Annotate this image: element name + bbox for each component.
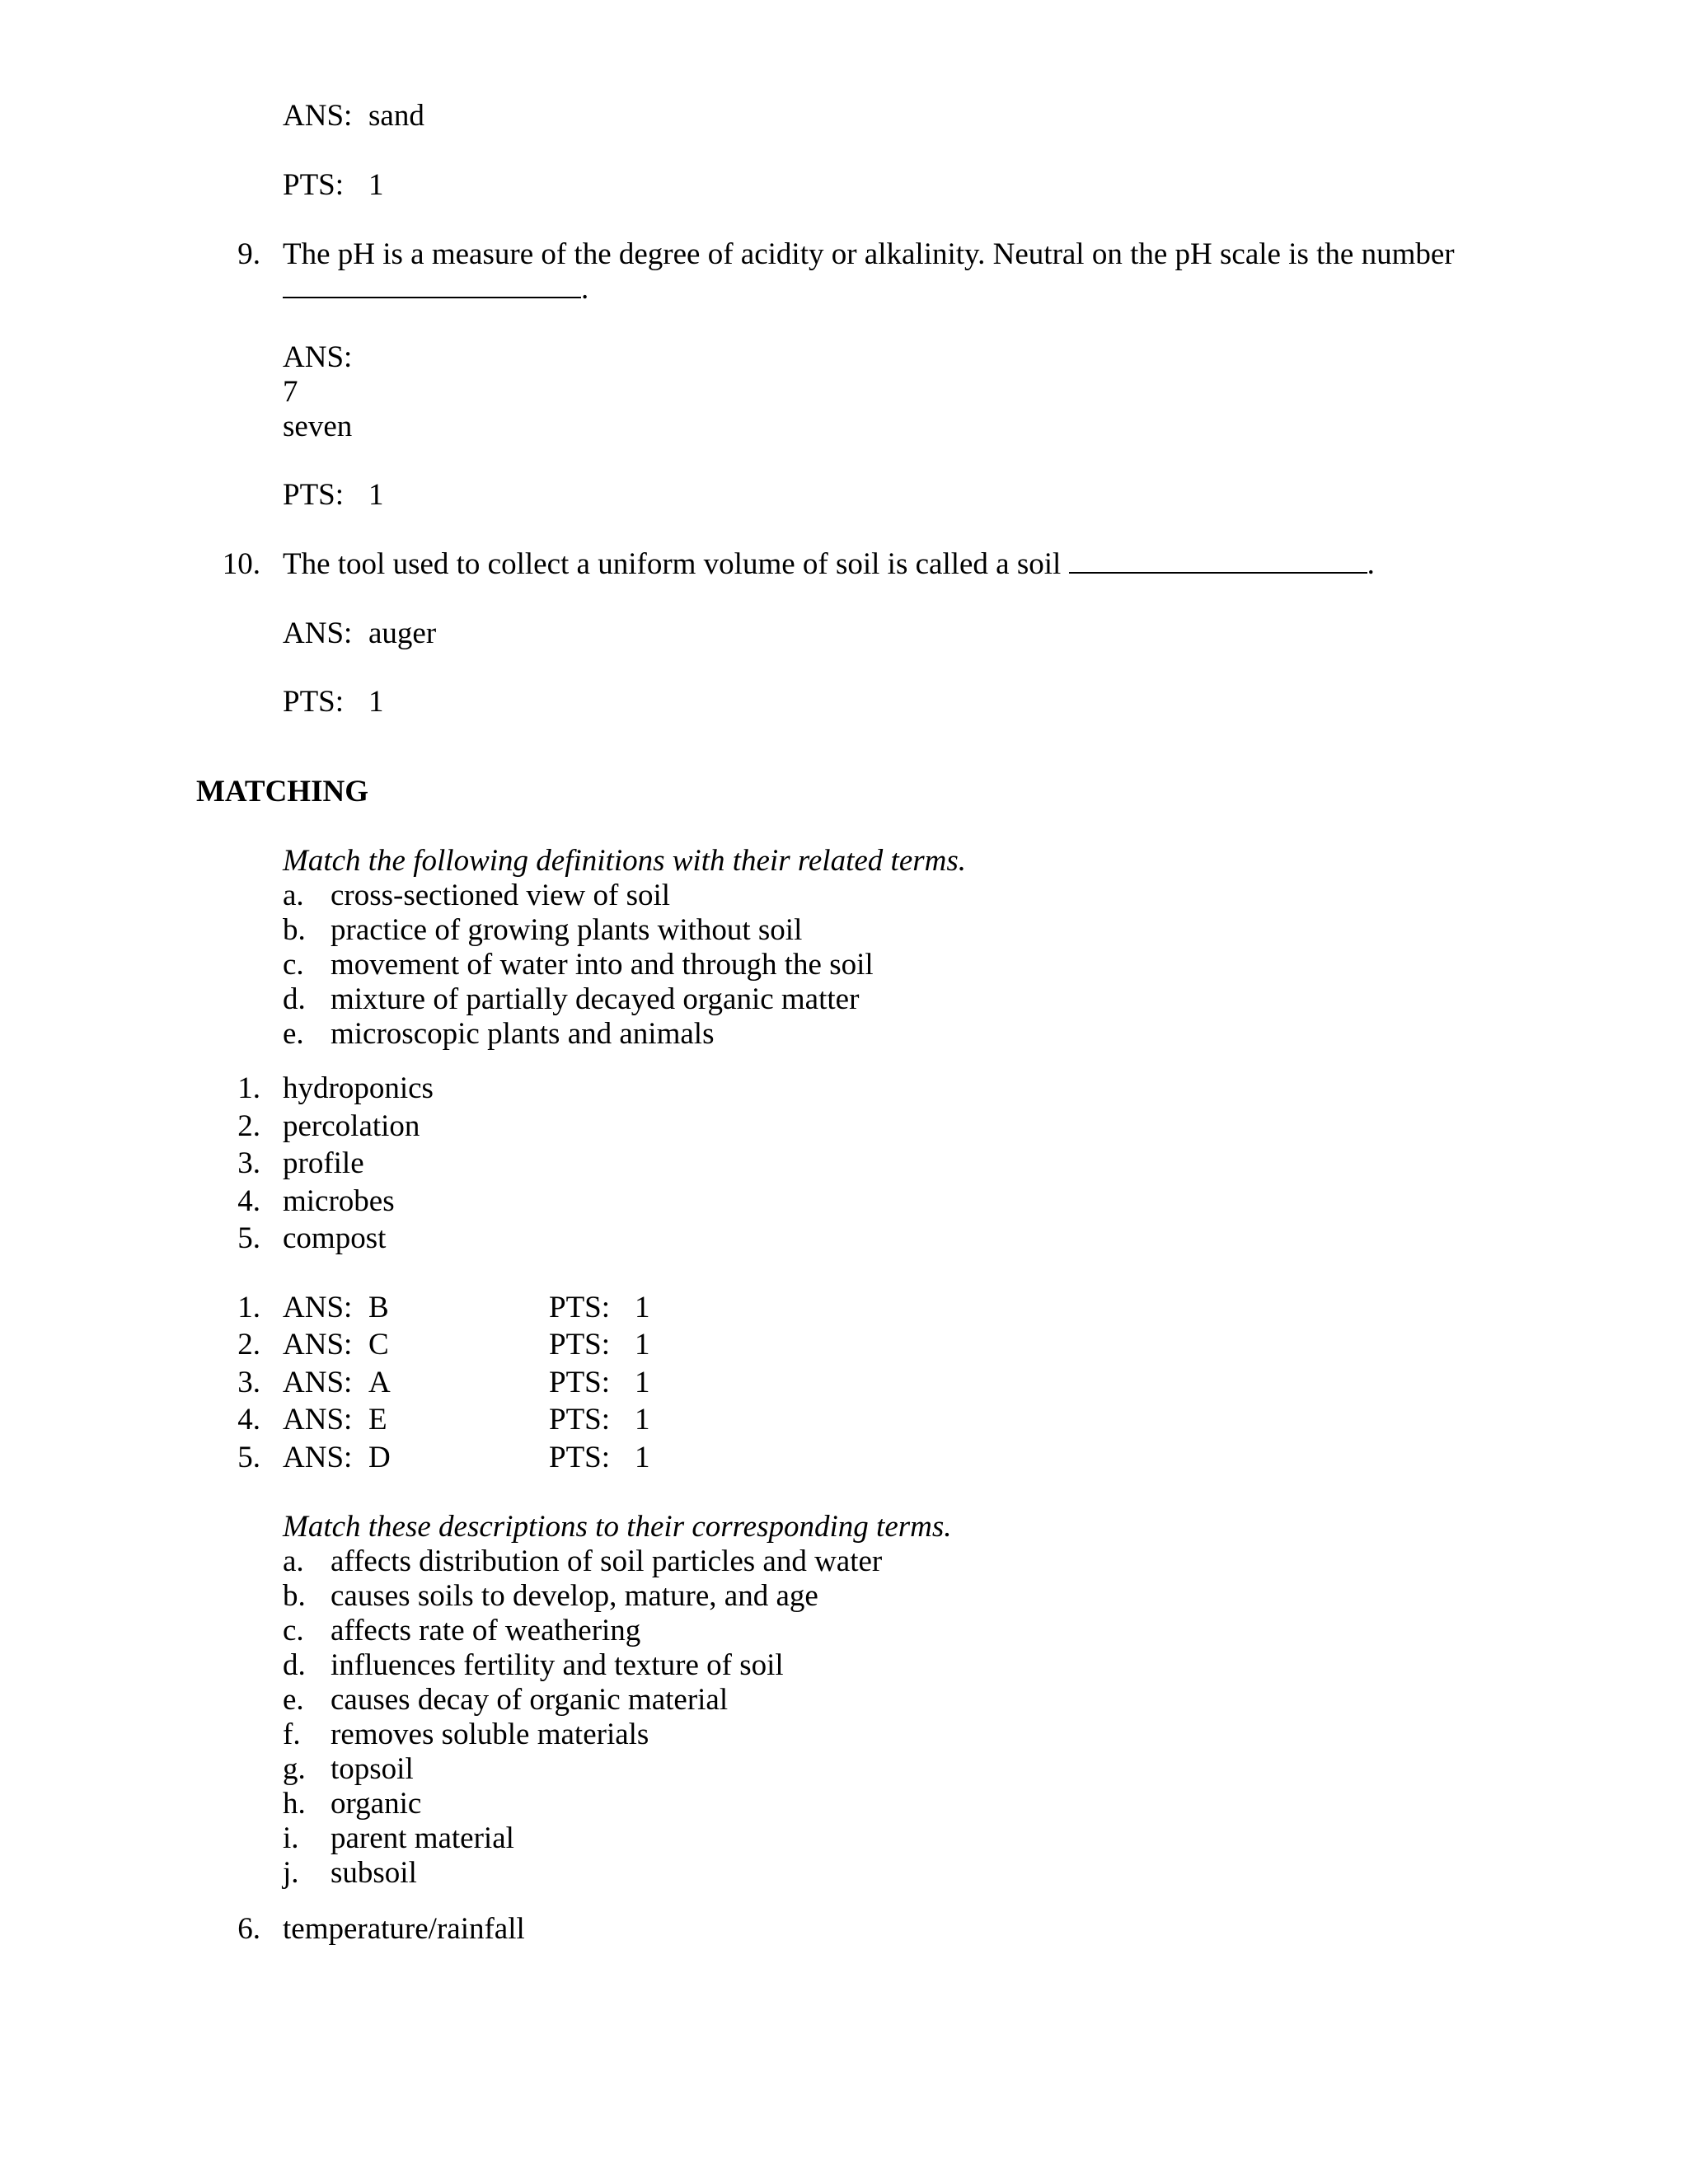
term-number: 5. xyxy=(237,1221,260,1255)
pts-value: 1 xyxy=(635,1403,650,1436)
set-instruction: Match these descriptions to their corresponding terms. xyxy=(283,1510,952,1544)
option-letter: a. xyxy=(283,1544,304,1578)
option-text: removes soluble materials xyxy=(331,1718,649,1751)
option-text: cross-sectioned view of soil xyxy=(331,879,671,912)
option-letter: c. xyxy=(283,948,304,982)
ans-label: ANS: xyxy=(283,1403,353,1436)
term-text: microbes xyxy=(283,1184,395,1218)
pts-label: PTS: xyxy=(549,1291,611,1324)
term-number: 1. xyxy=(237,1071,260,1105)
ans-value: D xyxy=(368,1441,391,1474)
pts-value: 1 xyxy=(368,168,384,202)
option-letter: h. xyxy=(283,1787,306,1821)
ans-label: ANS: xyxy=(283,1328,353,1361)
option-text: affects rate of weathering xyxy=(331,1614,641,1647)
ans-value: E xyxy=(368,1403,387,1436)
option-letter: e. xyxy=(283,1683,304,1717)
pts-value: 1 xyxy=(635,1291,650,1324)
ans-value: sand xyxy=(368,99,424,133)
section-heading: MATCHING xyxy=(196,775,368,808)
option-text: movement of water into and through the soil xyxy=(331,948,874,982)
option-letter: g. xyxy=(283,1752,306,1786)
ans-label: ANS: xyxy=(283,1291,353,1324)
term-number: 4. xyxy=(237,1184,260,1218)
ans-label: ANS: xyxy=(283,340,353,374)
ans-value: A xyxy=(368,1366,391,1399)
pts-label: PTS: xyxy=(283,168,345,202)
ans-label: ANS: xyxy=(283,99,353,133)
pts-label: PTS: xyxy=(283,685,345,719)
pts-value: 1 xyxy=(368,685,384,719)
question-number: 9. xyxy=(237,237,260,271)
term-number: 6. xyxy=(237,1912,260,1946)
answer-number: 1. xyxy=(237,1291,260,1324)
ans-value-1: 7 xyxy=(283,375,298,409)
blank-tail: . xyxy=(1367,547,1375,581)
option-letter: d. xyxy=(283,1648,306,1682)
pts-label: PTS: xyxy=(549,1441,611,1474)
question-text xyxy=(283,547,1375,582)
ans-value: C xyxy=(368,1328,389,1361)
ans-label: ANS: xyxy=(283,1366,353,1399)
term-text: compost xyxy=(283,1221,387,1255)
question-text: The pH is a measure of the degree of acidity or alkalinity. Neutral on the pH scale is the number xyxy=(283,237,1455,271)
option-text: causes soils to develop, mature, and age xyxy=(331,1579,818,1613)
option-text: subsoil xyxy=(331,1856,417,1890)
option-letter: j. xyxy=(283,1856,299,1890)
option-text: microscopic plants and animals xyxy=(331,1017,715,1051)
pts-value: 1 xyxy=(368,478,384,512)
option-letter: b. xyxy=(283,913,306,947)
pts-value: 1 xyxy=(635,1366,650,1399)
answer-number: 4. xyxy=(237,1403,260,1436)
option-text: practice of growing plants without soil xyxy=(331,913,803,947)
ans-label: ANS: xyxy=(283,1441,353,1474)
option-text: mixture of partially decayed organic matter xyxy=(331,982,860,1016)
answer-number: 2. xyxy=(237,1328,260,1361)
ans-value: auger xyxy=(368,616,437,650)
pts-value: 1 xyxy=(635,1441,650,1474)
option-letter: d. xyxy=(283,982,306,1016)
blank-tail: . xyxy=(581,272,589,306)
pts-value: 1 xyxy=(635,1328,650,1361)
answer-blank xyxy=(283,272,588,307)
pts-label: PTS: xyxy=(549,1366,611,1399)
pts-label: PTS: xyxy=(549,1328,611,1361)
term-number: 2. xyxy=(237,1109,260,1143)
option-text: organic xyxy=(331,1787,422,1821)
option-text: parent material xyxy=(331,1821,514,1855)
set-instruction: Match the following definitions with their related terms. xyxy=(283,844,967,878)
pts-label: PTS: xyxy=(549,1403,611,1436)
option-letter: a. xyxy=(283,879,304,912)
ans-value: B xyxy=(368,1291,389,1324)
option-text: topsoil xyxy=(331,1752,414,1786)
term-text: profile xyxy=(283,1146,364,1180)
option-letter: b. xyxy=(283,1579,306,1613)
option-text: affects distribution of soil particles and water xyxy=(331,1544,883,1578)
term-text: percolation xyxy=(283,1109,420,1143)
option-letter: f. xyxy=(283,1718,301,1751)
question-text-body: The tool used to collect a uniform volume of soil is called a soil xyxy=(283,547,1062,581)
answer-number: 5. xyxy=(237,1441,260,1474)
option-letter: e. xyxy=(283,1017,304,1051)
option-text: influences fertility and texture of soil xyxy=(331,1648,784,1682)
ans-value-2: seven xyxy=(283,410,353,443)
answer-number: 3. xyxy=(237,1366,260,1399)
term-text: temperature/rainfall xyxy=(283,1912,525,1946)
term-text: hydroponics xyxy=(283,1071,434,1105)
term-number: 3. xyxy=(237,1146,260,1180)
pts-label: PTS: xyxy=(283,478,345,512)
ans-label: ANS: xyxy=(283,616,353,650)
question-number: 10. xyxy=(222,547,260,581)
option-text: causes decay of organic material xyxy=(331,1683,729,1717)
option-letter: c. xyxy=(283,1614,304,1647)
option-letter: i. xyxy=(283,1821,299,1855)
